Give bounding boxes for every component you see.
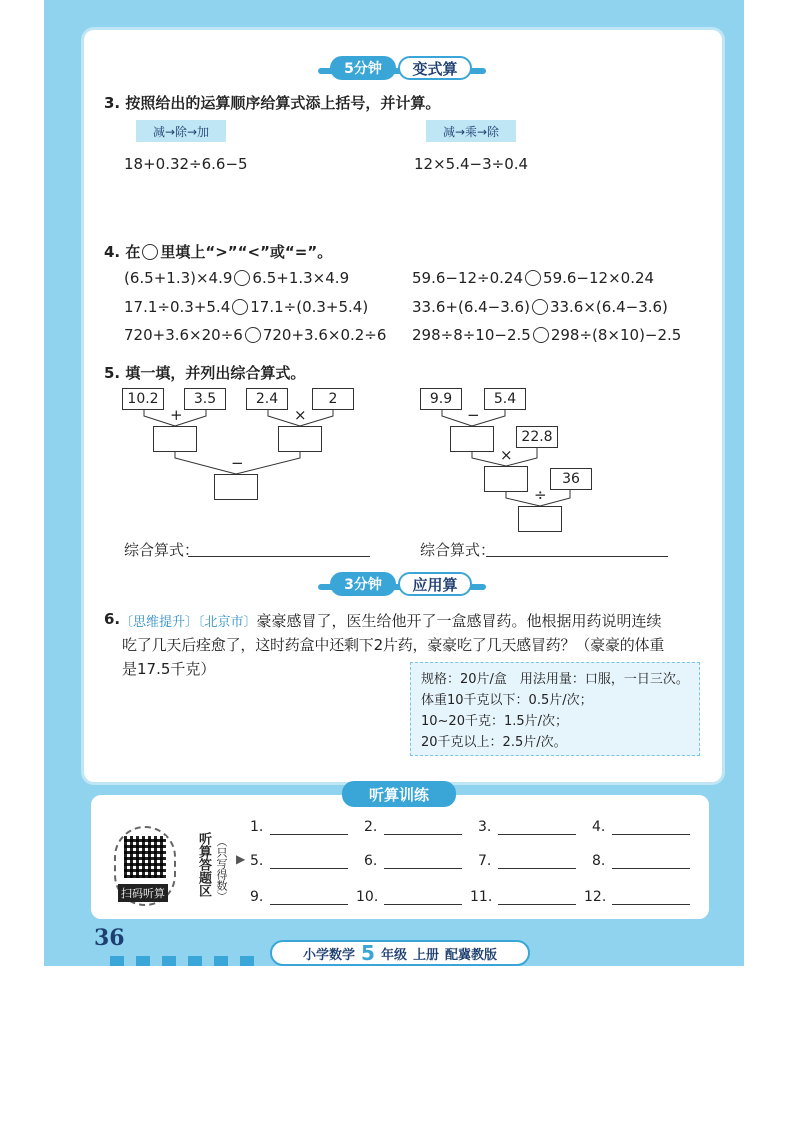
q3-right-order: 减→乘→除 — [426, 120, 516, 142]
q6-number: 6. — [104, 610, 121, 628]
info-line: 规格：20片/盒 用法用量：口服，一日三次。 — [421, 672, 689, 687]
listen-item: 6. — [364, 853, 378, 869]
q5-title: 5. 填一填，并列出综合算式。 — [104, 364, 306, 382]
q5-right-answer1[interactable] — [450, 426, 494, 452]
listen-item: 3. — [478, 819, 492, 835]
q5-right-num2: 5.4 — [484, 388, 526, 410]
listen-item: 1. — [250, 819, 264, 835]
medicine-info-box — [410, 662, 700, 756]
q5-right-num4: 36 — [550, 468, 592, 490]
q4-row3-left: 720+3.6×20÷6 720+3.6×0.2÷6 — [124, 326, 387, 344]
footer-block — [188, 956, 202, 966]
listen-answer-line[interactable] — [270, 868, 348, 869]
listen-answer-line[interactable] — [612, 904, 690, 905]
q5-right-op2: × — [500, 446, 513, 464]
q5-left-answer1[interactable] — [153, 426, 197, 452]
q5-left-answer2[interactable] — [278, 426, 322, 452]
q5-left-num3: 2.4 — [246, 388, 288, 410]
listen-answer-line[interactable] — [612, 834, 690, 835]
listen-item: 2. — [364, 819, 378, 835]
q5-left-formula-label: 综合算式： — [124, 541, 200, 559]
q5-left-answer3[interactable] — [214, 474, 258, 500]
listen-answer-line[interactable] — [384, 904, 462, 905]
q5-right-formula-line[interactable] — [486, 556, 668, 557]
listen-answer-line[interactable] — [384, 834, 462, 835]
listening-title: 听算训练 — [342, 781, 456, 807]
listen-answer-line[interactable] — [498, 904, 576, 905]
footer-block — [240, 956, 254, 966]
q4-row2-left: 17.1÷0.3+5.4 17.1÷(0.3+5.4) — [124, 298, 369, 316]
listen-answer-line[interactable] — [498, 868, 576, 869]
listen-item: 12. — [584, 889, 607, 905]
info-line: 体重10千克以下：0.5片/次； — [421, 693, 593, 708]
listen-item: 9. — [250, 889, 264, 905]
q5-left-op1: + — [170, 406, 183, 424]
tree-line — [236, 452, 300, 474]
footer-block — [214, 956, 228, 966]
info-line: 10~20千克：1.5片/次； — [421, 714, 569, 729]
q6-line2: 吃了几天后痊愈了，这时药盒中还剩下2片药，豪豪吃了几天感冒药？（豪豪的体重 — [122, 636, 665, 654]
q3-left-expr: 18+0.32÷6.6−5 — [124, 155, 248, 173]
listening-panel — [91, 795, 709, 919]
q5-right-op3: ÷ — [534, 486, 547, 504]
q5-left-num4: 2 — [312, 388, 354, 410]
section-title: 应用算 — [398, 572, 472, 596]
q6-line1: 〔思维提升〕〔北京市〕豪豪感冒了，医生给他开了一盒感冒药。他根据用药说明连续 — [120, 612, 662, 630]
q4-row1-right: 59.6−12÷0.24 59.6−12×0.24 — [412, 269, 655, 287]
listen-answer-line[interactable] — [384, 868, 462, 869]
q5-right-num1: 9.9 — [420, 388, 462, 410]
listen-item: 5. — [250, 853, 264, 869]
q3-right-expr: 12×5.4−3÷0.4 — [414, 155, 529, 173]
page-number: 36 — [94, 925, 125, 951]
play-arrow-icon: ▶ — [236, 852, 246, 866]
q5-left-num1: 10.2 — [122, 388, 164, 410]
listen-item: 11. — [470, 889, 493, 905]
qr-code-icon[interactable] — [124, 836, 166, 878]
listen-answer-line[interactable] — [270, 834, 348, 835]
book-footer: 小学数学 5 年级 上册 配冀教版 — [270, 940, 530, 966]
q4-title: 4. 在 里填上“>”“<”或“=”。 — [104, 243, 333, 261]
listen-item: 8. — [592, 853, 606, 869]
tree-line — [175, 452, 236, 474]
listen-answer-line[interactable] — [498, 834, 576, 835]
q5-left-num2: 3.5 — [184, 388, 226, 410]
q5-tree-lines — [0, 0, 800, 560]
tag-region: 〔北京市〕 — [198, 615, 257, 630]
answer-area-label: 听算答题区 — [196, 832, 211, 897]
q5-right-op1: − — [467, 406, 480, 424]
qr-label: 扫码听算 — [118, 884, 168, 902]
tag-thinking: 〔思维提升〕 — [120, 615, 199, 630]
section-time-badge: 3分钟 — [330, 572, 396, 596]
listen-answer-line[interactable] — [270, 904, 348, 905]
listen-item: 7. — [478, 853, 492, 869]
listen-answer-line[interactable] — [612, 868, 690, 869]
q4-row1-left: (6.5+1.3)×4.9 6.5+1.3×4.9 — [124, 269, 350, 287]
q4-row3-right: 298÷8÷10−2.5 298÷(8×10)−2.5 — [412, 326, 682, 344]
q6-line3: 是17.5千克） — [122, 660, 216, 678]
section-title: 变式算 — [398, 56, 472, 80]
grade-number: 5 — [361, 941, 375, 965]
q5-right-num3: 22.8 — [516, 426, 558, 448]
listen-item: 10. — [356, 889, 379, 905]
q5-right-formula-label: 综合算式： — [420, 541, 496, 559]
q5-left-op2: × — [294, 406, 307, 424]
q3-left-order: 减→除→加 — [136, 120, 226, 142]
info-line: 20千克以上：2.5片/次。 — [421, 735, 567, 750]
q3-title: 3. 按照给出的运算顺序给算式添上括号，并计算。 — [104, 94, 441, 112]
footer-block — [162, 956, 176, 966]
q4-row2-right: 33.6+(6.4−3.6) 33.6×(6.4−3.6) — [412, 298, 668, 316]
answer-area-note: （只写得数） — [215, 836, 228, 902]
q5-left-formula-line[interactable] — [188, 556, 370, 557]
footer-block — [136, 956, 150, 966]
listen-item: 4. — [592, 819, 606, 835]
footer-block — [110, 956, 124, 966]
section-time-badge: 5分钟 — [330, 56, 396, 80]
q5-left-op3: − — [231, 454, 244, 472]
q5-right-answer3[interactable] — [518, 506, 562, 532]
q5-right-answer2[interactable] — [484, 466, 528, 492]
